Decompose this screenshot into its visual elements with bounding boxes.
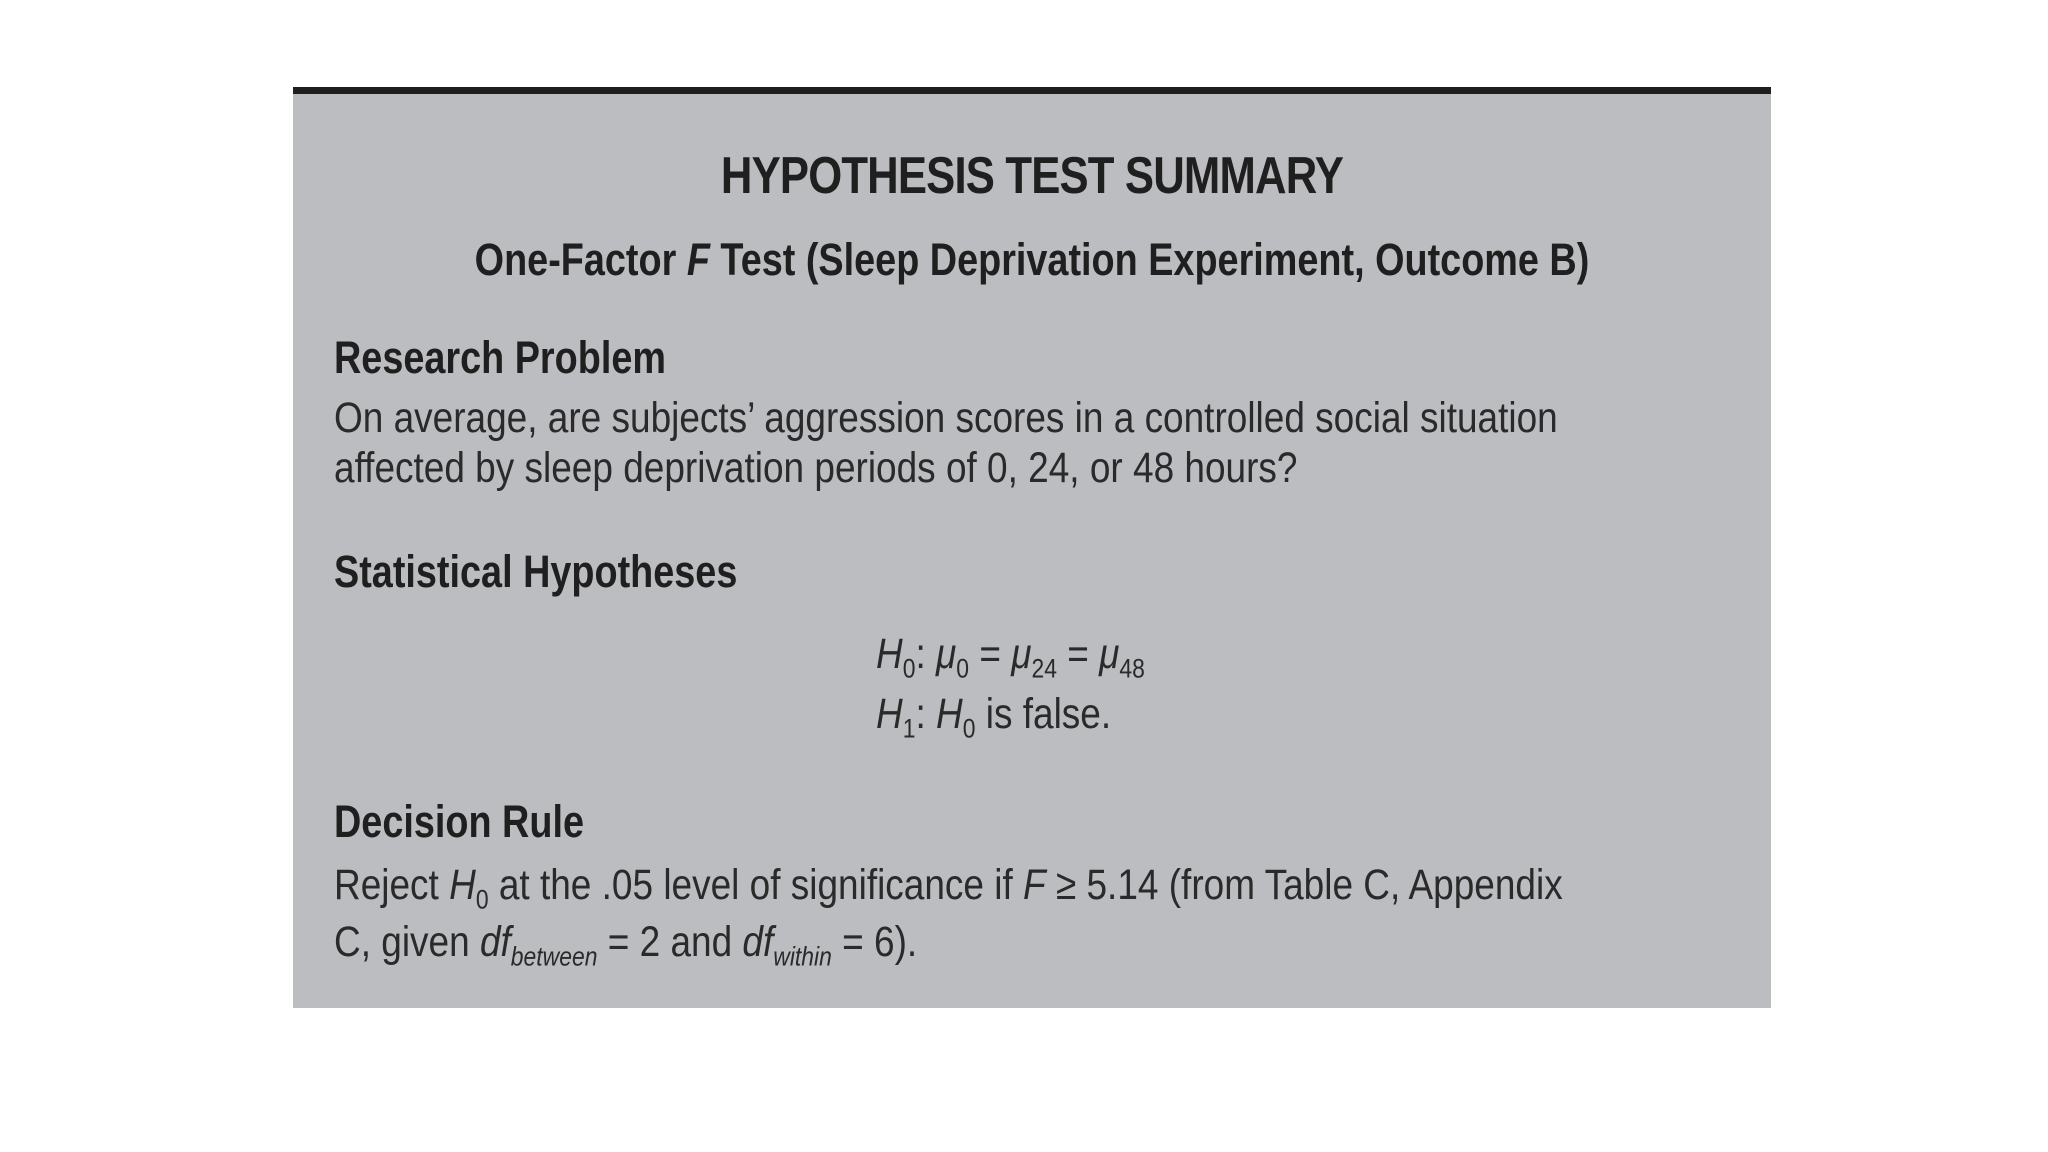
subtitle-post: Test (Sleep Deprivation Experiment, Outcome B) [709,234,1590,285]
alternative-hypothesis: $H_1$: $H_0$ is false. [876,690,1112,744]
decision-rule-line-1: Reject $H_0$ at the .05 level of significance if F ≥ 5.14 (from Table C, Appendix [334,861,1563,915]
null-hypothesis: $H_0$: $\mu_0 = \mu_{24} = \mu_{48}$ [876,630,1145,684]
subtitle-pre: One-Factor [474,234,687,285]
research-problem-heading: Research Problem [334,332,666,383]
decision-rule-heading: Decision Rule [334,796,584,847]
statistical-hypotheses-heading: Statistical Hypotheses [334,546,738,597]
subtitle-f-variable: F [686,234,710,285]
hypothesis-summary-panel [293,87,1771,1008]
page-title: HYPOTHESIS TEST SUMMARY [720,147,1344,205]
research-problem-line-1: On average, are subjects’ aggression scores in a controlled social situation [334,394,1558,442]
research-problem-line-2: affected by sleep deprivation periods of 0, 24, or 48 hours? [334,444,1298,492]
subtitle [411,234,1653,286]
decision-rule-line-2: C, given $df_{between} = 2$ and $df_{within} = 6$). [334,918,918,972]
